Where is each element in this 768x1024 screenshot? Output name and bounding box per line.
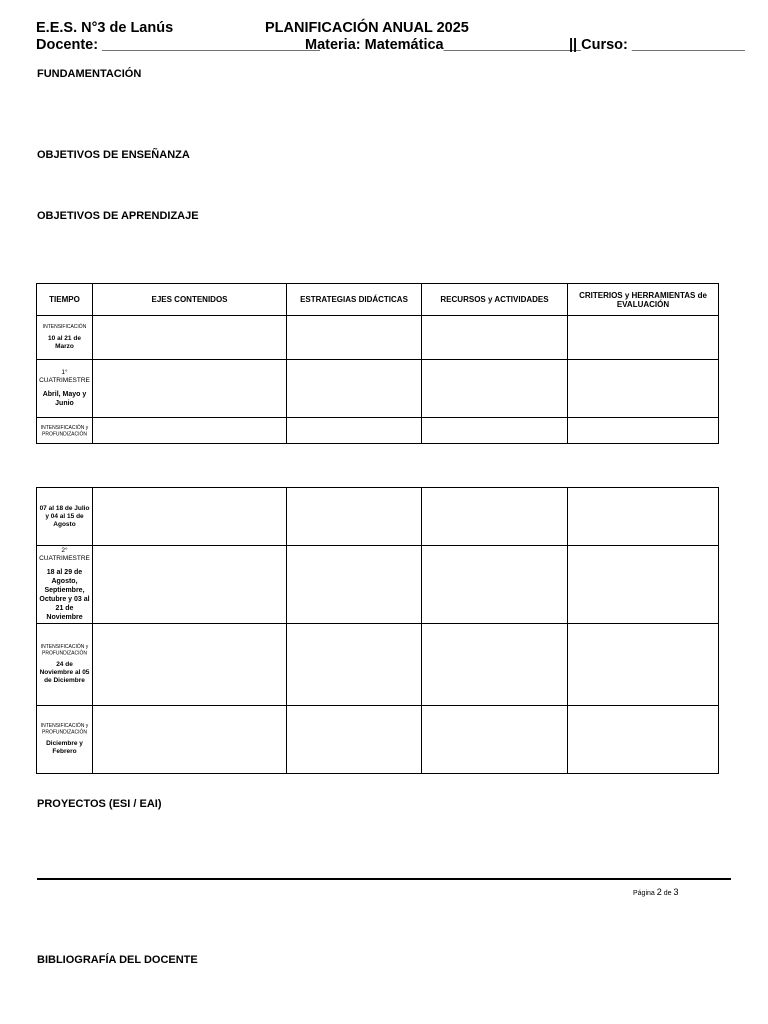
period-type: 2° CUATRIMESTRE — [39, 547, 90, 562]
materia-field: Materia: Matemática_________________ — [305, 37, 581, 53]
period-dates: Abril, Mayo y Junio — [42, 391, 87, 407]
period-dates: 24 de Noviembre al 05 de Diciembre — [39, 661, 90, 684]
tiempo-cell — [37, 316, 93, 360]
content-cell[interactable] — [93, 360, 287, 418]
page-current: 2 — [656, 887, 662, 897]
content-cell[interactable] — [568, 546, 719, 624]
content-cell[interactable] — [422, 488, 568, 546]
content-cell[interactable] — [287, 706, 422, 774]
section-fundamentacion: FUNDAMENTACIÓN — [37, 68, 142, 80]
content-cell[interactable] — [568, 418, 719, 444]
table-row — [37, 360, 719, 418]
content-cell[interactable] — [422, 546, 568, 624]
curso-field: || Curso: ______________ — [569, 37, 745, 53]
planning-table-second — [36, 487, 719, 774]
content-cell[interactable] — [568, 488, 719, 546]
period-type: INTENSIFICACIÓN y PROFUNDIZACIÓN — [40, 423, 89, 438]
planning-table-first — [36, 283, 719, 444]
content-cell[interactable] — [422, 624, 568, 706]
header-ejes-contenidos: EJES CONTENIDOS — [93, 284, 287, 316]
period-dates: 10 al 21 de Marzo — [48, 335, 81, 350]
content-cell[interactable] — [422, 316, 568, 360]
content-cell[interactable] — [422, 360, 568, 418]
section-proyectos: PROYECTOS (ESI / EAI) — [37, 798, 162, 810]
section-objetivos-ensenanza: OBJETIVOS DE ENSEÑANZA — [37, 149, 190, 161]
tiempo-cell — [37, 360, 93, 418]
table-row — [37, 624, 719, 706]
content-cell[interactable] — [93, 624, 287, 706]
period-type: INTENSIFICACIÓN y PROFUNDIZACIÓN — [40, 643, 89, 657]
docente-field: Docente: ___________________________ — [36, 37, 320, 53]
header-recursos: RECURSOS y ACTIVIDADES — [422, 284, 568, 316]
content-cell[interactable] — [422, 418, 568, 444]
content-cell[interactable] — [287, 546, 422, 624]
header-tiempo: TIEMPO — [37, 284, 93, 316]
table-row — [37, 418, 719, 444]
content-cell[interactable] — [93, 546, 287, 624]
period-dates: 18 al 29 de Agosto, Septiembre, Octubre y 03 al 21 de Noviembre — [39, 569, 90, 621]
tiempo-cell — [37, 624, 93, 706]
pagina-label: Página — [633, 890, 655, 897]
plan-title: PLANIFICACIÓN ANUAL 2025 — [265, 20, 469, 36]
de-label: de — [663, 890, 672, 897]
content-cell[interactable] — [93, 418, 287, 444]
content-cell[interactable] — [287, 418, 422, 444]
footer-divider — [37, 878, 731, 880]
period-type: 1° CUATRIMESTRE — [39, 369, 90, 384]
table-header-row — [37, 284, 719, 316]
content-cell[interactable] — [568, 316, 719, 360]
school-name: E.E.S. N°3 de Lanús — [36, 20, 174, 36]
content-cell[interactable] — [287, 360, 422, 418]
period-type: INTENSIFICACIÓN — [42, 323, 87, 331]
content-cell[interactable] — [287, 316, 422, 360]
content-cell[interactable] — [287, 488, 422, 546]
table-row — [37, 546, 719, 624]
content-cell[interactable] — [93, 316, 287, 360]
tiempo-cell — [37, 418, 93, 444]
page-total: 3 — [673, 887, 679, 897]
tiempo-cell — [37, 546, 93, 624]
content-cell[interactable] — [568, 706, 719, 774]
table-row — [37, 316, 719, 360]
section-bibliografia: BIBLIOGRAFÍA DEL DOCENTE — [37, 954, 198, 966]
content-cell[interactable] — [422, 706, 568, 774]
content-cell[interactable] — [287, 624, 422, 706]
content-cell[interactable] — [93, 706, 287, 774]
content-cell[interactable] — [568, 624, 719, 706]
period-dates: Diciembre y Febrero — [46, 740, 83, 755]
header-criterios: CRITERIOS y HERRAMIENTAS de EVALUACIÓN — [568, 284, 719, 316]
content-cell[interactable] — [568, 360, 719, 418]
section-objetivos-aprendizaje: OBJETIVOS DE APRENDIZAJE — [37, 210, 199, 222]
table-row — [37, 706, 719, 774]
period-dates: 07 al 18 de Julio y 04 al 15 de Agosto — [39, 504, 90, 528]
page-number — [633, 887, 678, 897]
tiempo-cell — [37, 488, 93, 546]
content-cell[interactable] — [93, 488, 287, 546]
period-type: INTENSIFICACIÓN y PROFUNDIZACIÓN — [40, 722, 89, 736]
header-estrategias: ESTRATEGIAS DIDÁCTICAS — [287, 284, 422, 316]
table-row — [37, 488, 719, 546]
tiempo-cell — [37, 706, 93, 774]
